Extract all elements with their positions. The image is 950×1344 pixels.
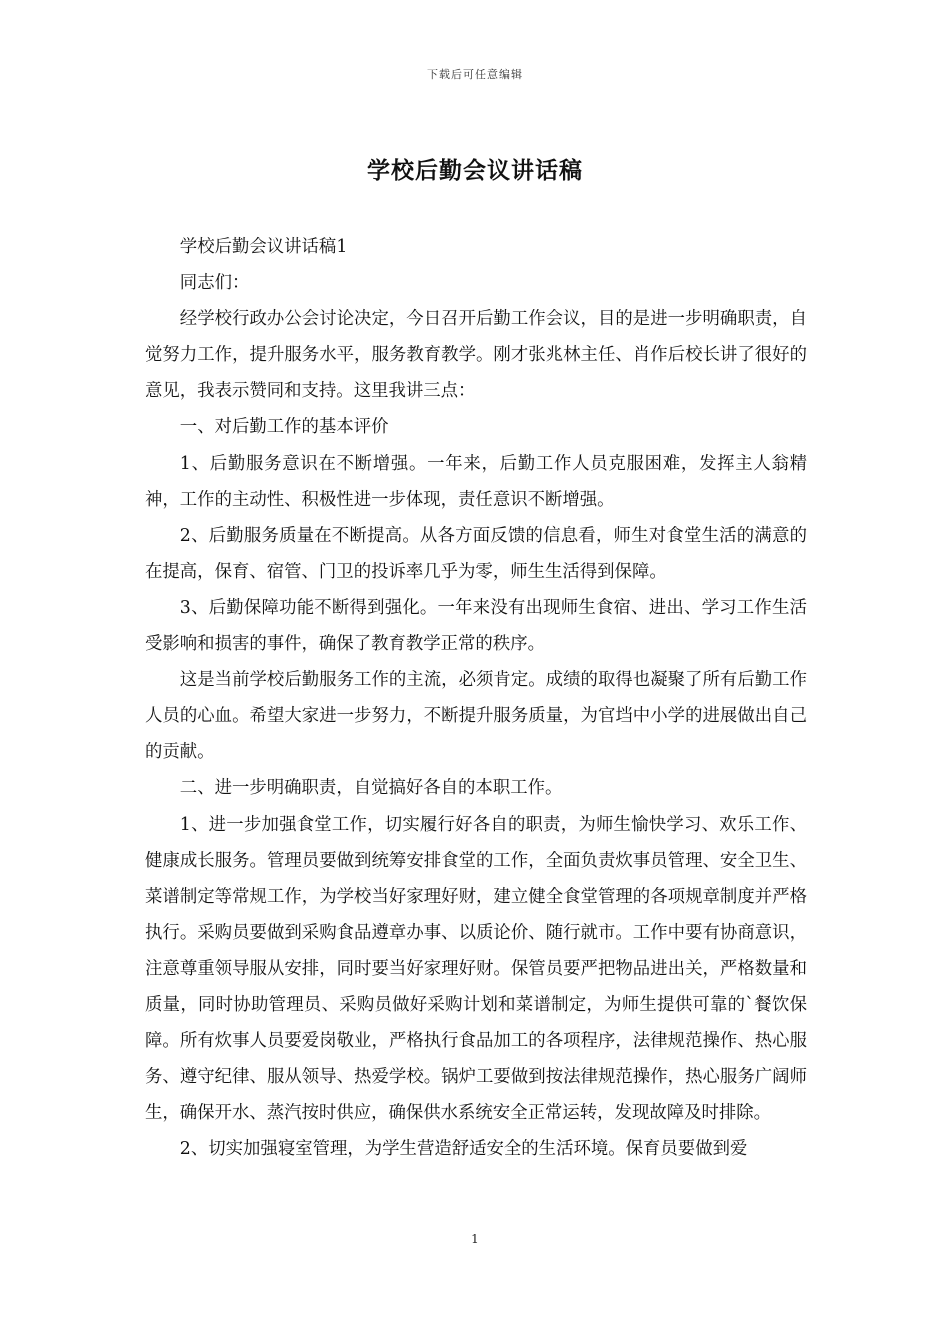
page-number: 1 <box>471 1232 479 1246</box>
paragraph: 经学校行政办公会讨论决定，今日召开后勤工作会议，目的是进一步明确职责，自觉努力工作，提升服务水平，服务教育教学。刚才张兆林主任、肖作后校长讲了很好的意见，我表示赞同和支持。这里我讲三点： <box>145 309 807 402</box>
paragraph: 3、后勤保障功能不断得到强化。一年来没有出现师生食宿、进出、学习工作生活受影响和损害的事件，确保了教育教学正常的秩序。 <box>145 597 807 655</box>
document-title: 学校后勤会议讲话稿 <box>367 157 583 184</box>
paragraph: 1、进一步加强食堂工作，切实履行好各自的职责，为师生愉快学习、欢乐工作、健康成长服务。管理员要做到统筹安排食堂的工作，全面负责炊事员管理、安全卫生、菜谱制定等常规工作，为学校当好家理好财，建立健全食堂管理的各项规章制度并严格执行。采购员要做到采购食品遵章办事、以质论价、随行就市。工作中要有协商意识，注意尊重领导服从安排，同时要当好家理好财。保管员要严把物品进出关，严格数量和质量，同时协助管理员、采购员做好采购计划和菜谱制定，为师生提供可靠的`餐饮保障。所有炊事人员要爱岗敬业，严格执行食品加工的各项程序，法律规范操作、热心服务、遵守纪律、服从领导、热爱学校。锅炉工要做到按法律规范操作，热心服务广阔师生，确保开水、蒸汽按时供应，确保供水系统安全正常运转，发现故障及时排除。 <box>145 814 807 1124</box>
paragraph: 2、后勤服务质量在不断提高。从各方面反馈的信息看，师生对食堂生活的满意的在提高，保育、宿管、门卫的投诉率几乎为零，师生生活得到保障。 <box>145 525 807 582</box>
section-heading: 一、对后勤工作的基本评价 <box>179 417 389 438</box>
paragraph: 1、后勤服务意识在不断增强。一年来，后勤工作人员克服困难，发挥主人翁精神，工作的主动性、积极性进一步体现，责任意识不断增强。 <box>145 453 807 510</box>
document-body <box>145 229 807 1167</box>
header-note: 下载后可任意编辑 <box>427 68 523 81</box>
section-heading: 二、进一步明确职责，自觉搞好各自的本职工作。 <box>179 778 563 799</box>
paragraph-salutation: 同志们： <box>179 273 250 294</box>
paragraph-subtitle: 学校后勤会议讲话稿1 <box>179 237 348 257</box>
paragraph: 2、切实加强寝室管理，为学生营造舒适安全的生活环境。保育员要做到爱 <box>179 1139 748 1160</box>
paragraph: 这是当前学校后勤服务工作的主流，必须肯定。成绩的取得也凝聚了所有后勤工作人员的心血。希望大家进一步努力，不断提升服务质量，为官垱中小学的进展做出自己的贡献。 <box>145 670 807 763</box>
